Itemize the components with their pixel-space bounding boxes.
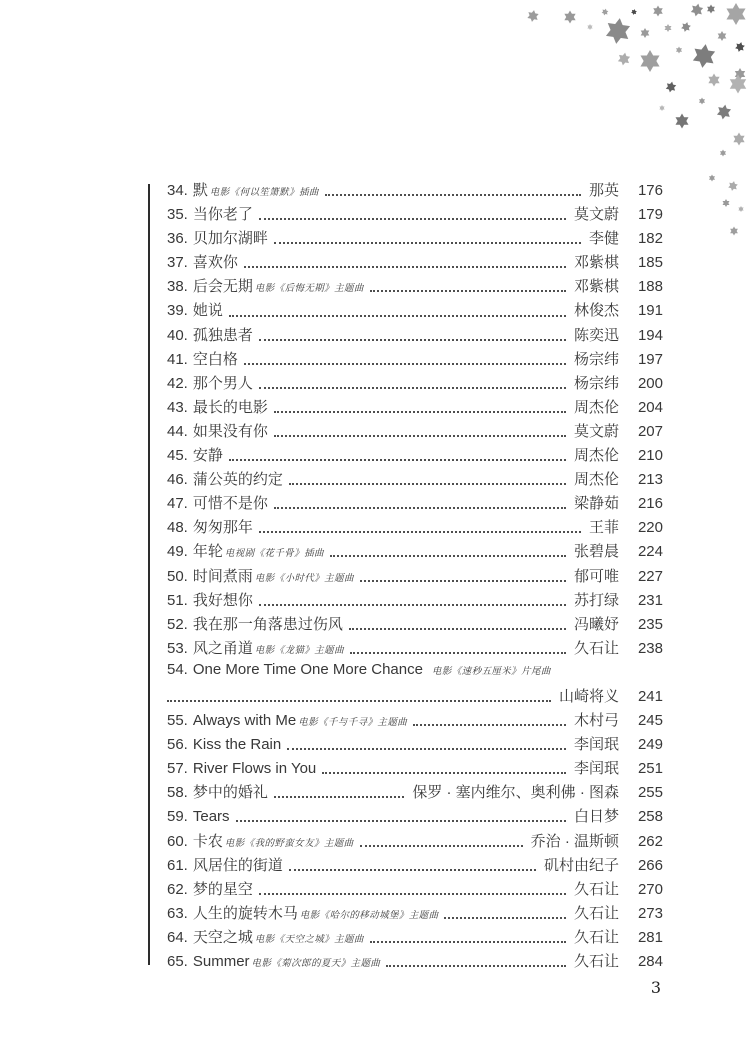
dot-leader (325, 194, 581, 196)
artist-name: 林俊杰 (573, 302, 619, 320)
song-annotation: 电影《我的野蛮女友》主题曲 (224, 837, 354, 849)
song-annotation: 电影《小时代》主题曲 (254, 572, 354, 584)
page-number: 238 (637, 639, 663, 657)
six-pointed-star-icon (730, 227, 738, 236)
song-title: Summer (192, 953, 250, 970)
toc-row (167, 805, 663, 829)
folio-page-number: 3 (650, 978, 662, 997)
song-title: 蒲公英的约定 (192, 471, 283, 489)
song-annotation: 电视剧《花千骨》插曲 (224, 548, 324, 560)
dot-leader (236, 820, 566, 822)
dot-leader (370, 290, 566, 292)
song-title-group (167, 637, 344, 658)
artist-name: 乔治 · 温斯顿 (530, 832, 619, 850)
song-number: 45. (167, 447, 188, 465)
page-number: 255 (637, 784, 663, 802)
six-pointed-star-icon (617, 52, 630, 67)
artist-name: 李闰珉 (573, 760, 619, 778)
song-number: 37. (167, 254, 188, 272)
page-number: 258 (637, 808, 663, 826)
artist-name: 久石让 (573, 639, 619, 657)
song-title-group (167, 736, 281, 753)
toc-row (167, 589, 663, 613)
artist-name: 周杰伦 (573, 398, 619, 416)
toc-row (167, 468, 663, 492)
song-title-group (167, 808, 230, 825)
toc-row (167, 781, 663, 805)
toc-row-continuation (167, 685, 663, 709)
six-pointed-star-icon (665, 24, 672, 32)
toc-row (167, 733, 663, 757)
song-title-group (167, 516, 253, 537)
song-number: 44. (167, 422, 188, 440)
song-title: 我在那一角落患过伤风 (192, 615, 343, 633)
page-number: 182 (637, 230, 663, 248)
song-title-group (167, 878, 253, 899)
page-number: 273 (637, 904, 663, 922)
song-title-group (167, 227, 268, 248)
page-number: 224 (637, 543, 663, 561)
six-pointed-star-icon (718, 31, 727, 41)
song-title: 梦的星空 (192, 880, 253, 898)
page-number: 270 (637, 880, 663, 898)
six-pointed-star-icon (659, 105, 664, 111)
toc-row (167, 348, 663, 372)
artist-name: 莫文蔚 (573, 206, 619, 224)
toc-row (167, 372, 663, 396)
song-title: Tears (192, 808, 230, 826)
artist-name: 久石让 (573, 953, 619, 970)
dot-leader (259, 531, 581, 533)
song-annotation: 电影《天空之城》主题曲 (254, 933, 364, 945)
six-pointed-star-icon (665, 81, 677, 94)
song-title: One More Time One More Chance (192, 660, 423, 678)
song-title-group (167, 830, 354, 851)
page-number: 191 (637, 302, 663, 320)
toc-row (167, 324, 663, 348)
artist-name: 保罗 · 塞内维尔、奥利佛 · 图森 (412, 784, 619, 802)
song-title: Always with Me (192, 712, 297, 730)
page-number: 266 (637, 856, 663, 874)
dot-leader (259, 387, 566, 389)
dot-leader (274, 242, 581, 244)
toc-row (167, 926, 663, 950)
page-number: 213 (637, 471, 663, 489)
song-title: 安静 (192, 447, 223, 465)
song-title: 孤独患者 (192, 326, 253, 344)
six-pointed-star-icon (676, 114, 689, 129)
song-title: 匆匆那年 (192, 519, 253, 537)
six-pointed-star-icon (690, 2, 704, 17)
six-pointed-star-icon (723, 199, 730, 207)
dot-leader (167, 700, 551, 702)
song-number: 55. (167, 712, 188, 730)
dot-leader (360, 845, 523, 847)
dot-leader (259, 604, 566, 606)
song-number: 42. (167, 374, 188, 392)
page-number: 176 (637, 182, 663, 199)
song-title: 年轮 (192, 543, 223, 561)
song-title: 默 (192, 182, 208, 199)
dot-leader (330, 555, 566, 557)
song-number: 63. (167, 904, 188, 922)
song-number: 52. (167, 615, 188, 633)
song-title: 后会无期 (192, 278, 253, 296)
song-annotation: 电影《菊次郎的夏天》主题曲 (251, 958, 381, 969)
song-number: 48. (167, 519, 188, 537)
dot-leader (259, 893, 566, 895)
song-number: 41. (167, 350, 188, 368)
song-title: 时间煮雨 (192, 567, 253, 585)
song-title-group (167, 661, 551, 678)
six-pointed-star-icon (631, 8, 638, 15)
page-number: 227 (637, 567, 663, 585)
six-pointed-star-icon (730, 75, 746, 94)
dot-leader (244, 266, 566, 268)
page-number: 281 (637, 928, 663, 946)
song-title: 她说 (192, 302, 223, 320)
toc-row (167, 613, 663, 637)
six-pointed-star-icon (738, 206, 743, 212)
artist-name: 苏打绿 (573, 591, 619, 609)
song-number: 53. (167, 639, 188, 657)
song-number: 62. (167, 880, 188, 898)
dot-leader (413, 724, 566, 726)
page-number: 216 (637, 495, 663, 513)
six-pointed-star-icon (716, 103, 731, 120)
six-pointed-star-icon (641, 28, 650, 38)
toc-row (167, 757, 663, 781)
song-title: 卡农 (192, 832, 223, 850)
six-pointed-star-icon (709, 175, 715, 182)
page-number: 231 (637, 591, 663, 609)
song-number: 38. (167, 278, 188, 296)
toc-row (167, 492, 663, 516)
artist-name: 白日梦 (573, 808, 619, 826)
toc-row (167, 709, 663, 733)
song-title: 最长的电影 (192, 398, 268, 416)
page-number: 200 (637, 374, 663, 392)
song-number: 51. (167, 591, 188, 609)
artist-name: 邓紫棋 (573, 254, 619, 272)
toc-row (167, 902, 663, 926)
song-number: 50. (167, 567, 188, 585)
song-title-group (167, 203, 253, 224)
song-number: 58. (167, 784, 188, 802)
artist-name: 莫文蔚 (573, 422, 619, 440)
song-title: 当你老了 (192, 206, 253, 224)
dot-leader (274, 507, 566, 509)
song-title: 喜欢你 (192, 254, 238, 272)
dot-leader (349, 628, 566, 630)
six-pointed-star-icon (726, 3, 745, 25)
artist-name: 杨宗纬 (573, 374, 619, 392)
toc-row (167, 516, 663, 540)
six-pointed-star-icon (564, 11, 575, 24)
dot-leader (350, 652, 566, 654)
song-title: 风居住的街道 (192, 856, 283, 874)
left-vertical-rule (148, 184, 150, 965)
dot-leader (259, 218, 566, 220)
song-number: 34. (167, 182, 188, 199)
toc-row (167, 444, 663, 468)
page-number: 220 (637, 519, 663, 537)
song-number: 40. (167, 326, 188, 344)
page-number: 235 (637, 615, 663, 633)
toc-row (167, 637, 663, 661)
song-number: 56. (167, 736, 188, 754)
dot-leader (444, 917, 566, 919)
song-title: 可惜不是你 (192, 495, 268, 513)
artist-name: 郁可唯 (573, 567, 619, 585)
six-pointed-star-icon (527, 9, 539, 23)
song-title: 那个男人 (192, 374, 253, 392)
artist-name: 周杰伦 (573, 471, 619, 489)
toc-row (167, 299, 663, 323)
toc-row (167, 396, 663, 420)
song-title-group (167, 275, 364, 296)
toc-row (167, 854, 663, 878)
dot-leader (274, 796, 404, 798)
song-number: 47. (167, 495, 188, 513)
song-title: 我好想你 (192, 591, 253, 609)
song-number: 65. (167, 953, 188, 970)
dot-leader (274, 435, 566, 437)
song-title-group (167, 953, 380, 970)
artist-name: 矶村由纪子 (543, 856, 619, 874)
song-annotation: 电影《龙猫》主题曲 (254, 644, 344, 656)
toc-row (167, 251, 663, 275)
dot-leader (274, 411, 566, 413)
song-title-group (167, 299, 223, 320)
song-title: 空白格 (192, 350, 238, 368)
dot-leader (287, 748, 566, 750)
dot-leader (289, 869, 536, 871)
song-number: 43. (167, 398, 188, 416)
song-title-group (167, 179, 319, 200)
song-title-group (167, 926, 364, 947)
toc-row (167, 565, 663, 589)
song-title-group (167, 468, 283, 489)
artist-name: 山崎将义 (558, 687, 619, 705)
page-number: 251 (637, 760, 663, 778)
page-number: 241 (637, 687, 663, 705)
artist-name: 杨宗纬 (573, 350, 619, 368)
song-title-group (167, 565, 354, 586)
page-number: 249 (637, 736, 663, 754)
dot-leader (322, 772, 566, 774)
toc-row (167, 950, 663, 974)
song-title-group (167, 854, 283, 875)
six-pointed-star-icon (735, 68, 745, 80)
dot-leader (259, 339, 566, 341)
song-title-group (167, 372, 253, 393)
song-number: 35. (167, 206, 188, 224)
dot-leader (289, 483, 566, 485)
song-title-group (167, 540, 324, 561)
song-number: 49. (167, 543, 188, 561)
six-pointed-star-icon (728, 180, 739, 192)
dot-leader (386, 965, 566, 967)
page-number: 245 (637, 712, 663, 730)
song-title-group (167, 760, 316, 777)
six-pointed-star-icon (707, 5, 715, 14)
dot-leader (370, 941, 566, 943)
song-title: 如果没有你 (192, 422, 268, 440)
song-annotation: 电影《千与千寻》主题曲 (298, 717, 408, 729)
page-number: 284 (637, 953, 663, 970)
six-pointed-star-icon (681, 21, 692, 33)
page-number: 185 (637, 254, 663, 272)
song-title-group (167, 902, 438, 923)
song-title-group (167, 444, 223, 465)
song-title: River Flows in You (192, 760, 317, 778)
song-number: 57. (167, 760, 188, 778)
six-pointed-star-icon (735, 41, 746, 53)
page-number: 179 (637, 206, 663, 224)
song-title-group (167, 613, 343, 634)
dot-leader (244, 363, 566, 365)
song-annotation: 电影《哈尔的移动城堡》主题曲 (299, 909, 439, 921)
six-pointed-star-icon (708, 74, 719, 87)
song-number: 61. (167, 856, 188, 874)
toc-row (167, 179, 663, 203)
toc-row (167, 540, 663, 564)
dot-leader (360, 580, 566, 582)
toc-row (167, 420, 663, 444)
song-title-group (167, 492, 268, 513)
artist-name: 木村弓 (573, 712, 619, 730)
song-number: 60. (167, 832, 188, 850)
artist-name: 久石让 (573, 904, 619, 922)
artist-name: 邓紫棋 (573, 278, 619, 296)
song-title-group (167, 348, 238, 369)
artist-name: 周杰伦 (573, 447, 619, 465)
artist-name: 那英 (588, 182, 619, 199)
artist-name: 久石让 (573, 928, 619, 946)
artist-name: 梁静茹 (573, 495, 619, 513)
six-pointed-star-icon (605, 17, 631, 46)
page-number: 204 (637, 398, 663, 416)
artist-name: 张碧晨 (573, 543, 619, 561)
six-pointed-star-icon (587, 24, 592, 30)
song-title-group (167, 251, 238, 272)
dot-leader (229, 315, 566, 317)
page-number: 207 (637, 422, 663, 440)
six-pointed-star-icon (676, 47, 682, 54)
toc-row (167, 203, 663, 227)
song-title-group (167, 589, 253, 610)
toc-row (167, 227, 663, 251)
artist-name: 王菲 (588, 519, 619, 537)
song-title-group (167, 712, 407, 729)
page-number: 194 (637, 326, 663, 344)
page-number: 210 (637, 447, 663, 465)
song-number: 64. (167, 928, 188, 946)
song-title-group (167, 420, 268, 441)
page-number: 188 (637, 278, 663, 296)
six-pointed-star-icon (720, 150, 726, 157)
six-pointed-star-icon (692, 43, 716, 70)
artist-name: 李健 (588, 230, 619, 248)
song-title-group (167, 324, 253, 345)
song-number: 59. (167, 808, 188, 826)
artist-name: 冯曦妤 (573, 615, 619, 633)
song-number: 54. (167, 660, 188, 678)
song-number: 36. (167, 230, 188, 248)
artist-name: 陈奕迅 (573, 326, 619, 344)
song-annotation: 电影《何以笙箫默》插曲 (209, 187, 319, 198)
six-pointed-star-icon (699, 98, 705, 105)
six-pointed-star-icon (733, 133, 744, 146)
song-title: 梦中的婚礼 (192, 784, 268, 802)
song-annotation: 电影《后悔无期》主题曲 (254, 283, 364, 295)
toc-row (167, 661, 663, 685)
song-title-group (167, 396, 268, 417)
song-title: 贝加尔湖畔 (192, 230, 268, 248)
page-number: 262 (637, 832, 663, 850)
song-title-group (167, 781, 268, 802)
page-number: 197 (637, 350, 663, 368)
toc-row (167, 878, 663, 902)
six-pointed-star-icon (640, 50, 659, 72)
dot-leader (229, 459, 566, 461)
song-number: 46. (167, 471, 188, 489)
song-number: 39. (167, 302, 188, 320)
six-pointed-star-icon (653, 6, 663, 17)
song-title: 天空之城 (192, 928, 253, 946)
song-title: 风之甬道 (192, 639, 253, 657)
artist-name: 久石让 (573, 880, 619, 898)
artist-name: 李闰珉 (573, 736, 619, 754)
toc-row (167, 275, 663, 299)
song-title: 人生的旋转木马 (192, 904, 298, 922)
song-annotation: 电影《速秒五厘米》片尾曲 (431, 665, 551, 677)
toc-list (167, 179, 663, 974)
toc-row (167, 830, 663, 854)
six-pointed-star-icon (601, 8, 609, 16)
song-title: Kiss the Rain (192, 736, 282, 754)
